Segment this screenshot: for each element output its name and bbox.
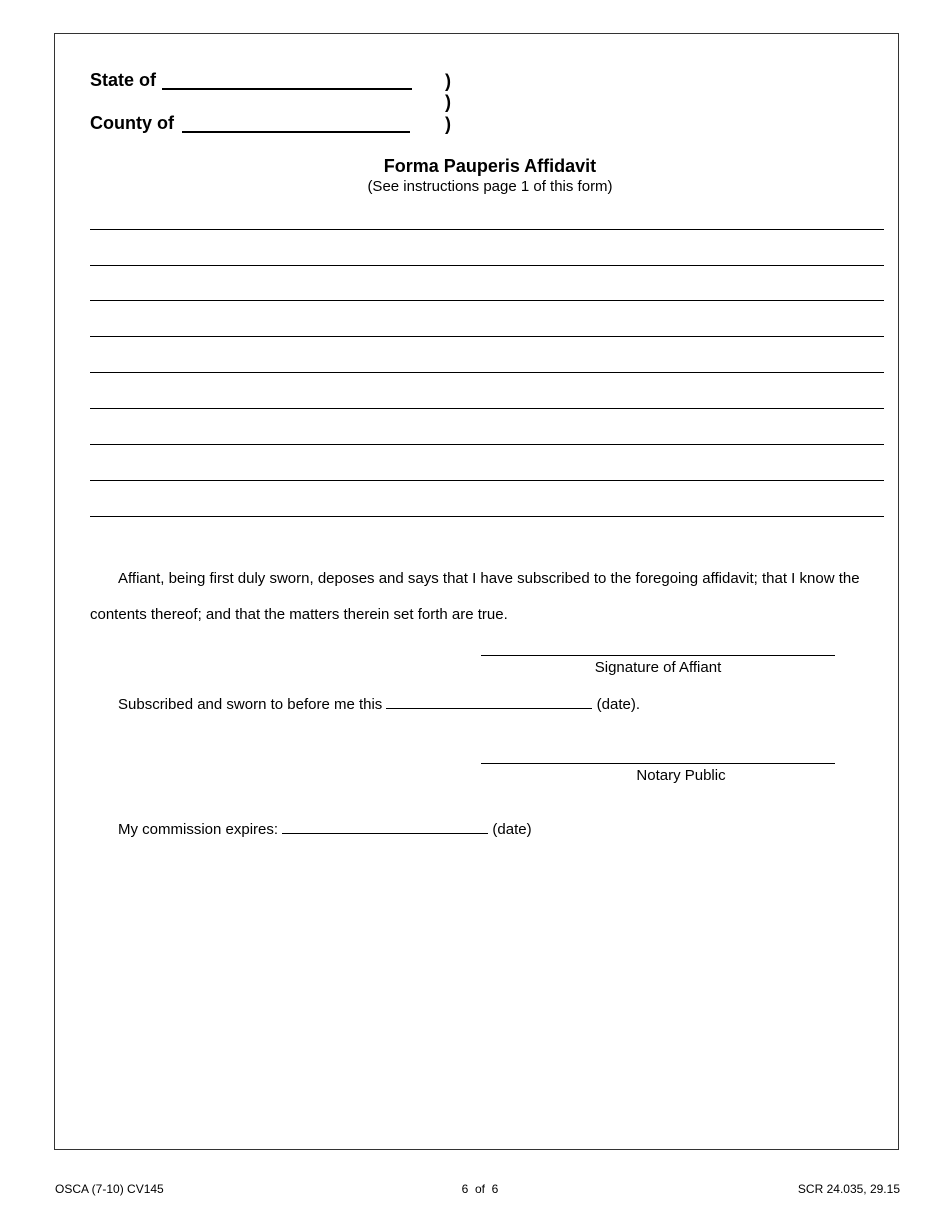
state-label: State of — [90, 70, 157, 90]
affidavit-text-line[interactable] — [90, 480, 884, 481]
footer-rule-reference: SCR 24.035, 29.15 — [797, 1182, 900, 1196]
affidavit-text-line[interactable] — [90, 300, 884, 301]
subscribed-suffix: (date). — [596, 696, 641, 713]
affiant-signature-label: Signature of Affiant — [594, 659, 722, 676]
sworn-date-field[interactable] — [386, 695, 592, 709]
form-border — [54, 33, 899, 1150]
oath-text-line-2: contents thereof; and that the matters therein set forth are true. — [90, 606, 508, 623]
affidavit-text-line[interactable] — [90, 372, 884, 373]
commission-suffix: (date) — [492, 821, 532, 838]
affidavit-text-line[interactable] — [90, 336, 884, 337]
affidavit-text-line[interactable] — [90, 229, 884, 230]
oath-text-line-1: Affiant, being first duly sworn, deposes and says that I have subscribed to the foregoing affidavit; that I know the — [118, 570, 860, 587]
affiant-signature-field[interactable] — [481, 655, 835, 656]
footer-form-id: OSCA (7-10) CV145 — [55, 1182, 164, 1196]
commission-line — [118, 820, 532, 838]
commission-date-field[interactable] — [282, 820, 488, 834]
county-label: County of — [90, 113, 174, 133]
form-subtitle: (See instructions page 1 of this form) — [367, 178, 613, 195]
county-field[interactable] — [182, 131, 410, 133]
subscribed-line — [118, 695, 640, 713]
affidavit-text-line[interactable] — [90, 444, 884, 445]
commission-prefix: My commission expires: — [118, 821, 279, 838]
notary-public-label: Notary Public — [636, 767, 726, 784]
paren-3: ) — [445, 114, 451, 134]
subscribed-prefix: Subscribed and sworn to before me this — [118, 696, 383, 713]
paren-2: ) — [445, 92, 451, 112]
state-field[interactable] — [162, 88, 412, 90]
footer-page-number: 6 of 6 — [461, 1182, 499, 1196]
affidavit-text-line[interactable] — [90, 265, 884, 266]
notary-signature-field[interactable] — [481, 763, 835, 764]
affidavit-text-line[interactable] — [90, 516, 884, 517]
form-title: Forma Pauperis Affidavit — [383, 156, 597, 176]
affidavit-text-line[interactable] — [90, 408, 884, 409]
paren-1: ) — [445, 71, 451, 91]
